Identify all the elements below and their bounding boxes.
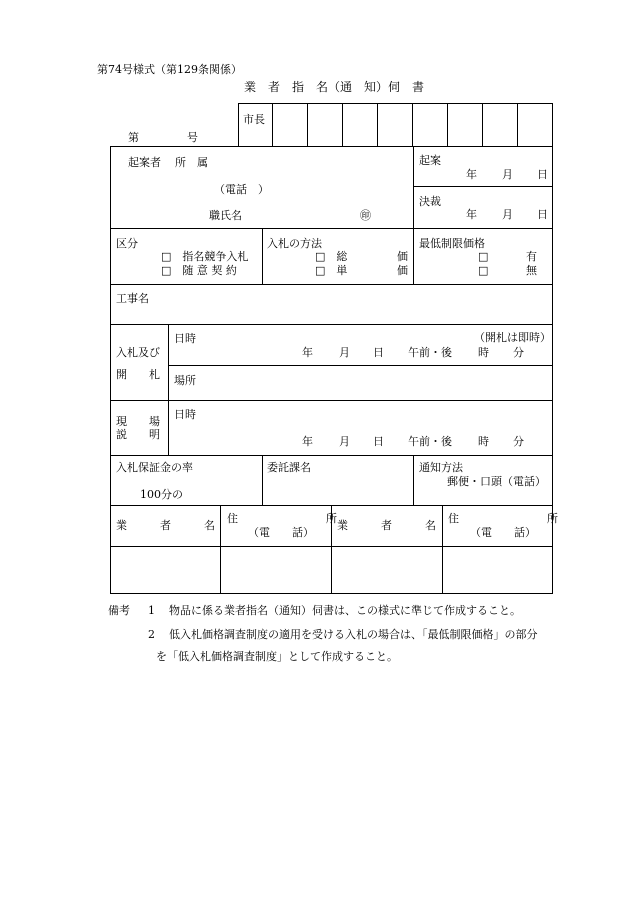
bidding-label-2: 開 札 [116,368,160,381]
notice-label: 通知方法 [419,461,463,474]
bidding-datetime-label: 日時 [174,332,196,345]
site-day: 日 [373,435,384,448]
drafter-name-label: 職氏名 [209,209,242,222]
vendor-addr-header-2: 住 所 [448,512,558,525]
min-price-yes-box[interactable]: □ [478,250,489,263]
vendor-name-header-2: 業 者 名 [337,519,436,532]
vendor-name-header-1: 業 者 名 [116,519,215,532]
bid-method-total-end: 価 [397,250,408,263]
site-datetime-label: 日時 [174,408,196,421]
site-label-2: 説 明 [116,428,160,441]
min-price-no-box[interactable]: □ [478,264,489,277]
min-price-no-label: 無 [526,264,537,277]
entrusted-label: 委託課名 [267,461,311,474]
min-price-label: 最低制限価格 [419,237,485,250]
page-title: 業 者 指 名（通 知）伺 書 [244,80,425,94]
vendor-phone-header-1: （電 話） [248,526,314,539]
draft-day: 日 [537,168,548,181]
site-year: 年 [302,435,313,448]
site-ampm: 午前・後 [408,435,452,448]
bidding-place-label: 場所 [174,374,196,387]
bidding-day: 日 [373,346,384,359]
bidding-label-1: 入札及び [116,346,160,359]
remark-2-number: 2 [148,628,155,641]
site-hour: 時 [478,435,489,448]
bidding-hour: 時 [478,346,489,359]
site-minute: 分 [513,435,524,448]
decision-month: 月 [502,208,513,221]
remark-1-text: 物品に係る業者指名（通知）伺書は、この様式に準じて作成すること。 [169,604,521,617]
bidding-note: （開札は即時） [474,331,551,344]
min-price-yes-label: 有 [526,250,537,263]
draft-month: 月 [502,168,513,181]
bid-method-unit-end: 価 [397,264,408,277]
deposit-value: 100分の [140,488,183,501]
bidding-year: 年 [302,346,313,359]
category-label: 区分 [116,237,138,250]
form-number: 第74号様式（第129条関係） [97,63,242,76]
notice-value: 郵便・口頭（電話） [447,475,546,488]
bid-method-label: 入札の方法 [267,237,322,250]
decision-label: 決裁 [419,195,441,208]
decision-day: 日 [537,208,548,221]
draft-year: 年 [466,168,477,181]
deposit-label: 入札保証金の率 [116,461,193,474]
mayor-label: 市長 [243,113,265,126]
bidding-ampm: 午前・後 [408,346,452,359]
bid-method-unit-box[interactable]: □ 単 [315,264,348,277]
drafter-label: 起案者 [128,156,161,169]
site-label-1: 現 場 [116,415,160,428]
remark-2-text-a: 低入札価格調査制度の適用を受ける入札の場合は、「最低制限価格」の部分 [169,628,538,641]
category-option-nominated[interactable]: □ 指名競争入札 [161,250,249,263]
bidding-minute: 分 [513,346,524,359]
category-option-voluntary[interactable]: □ 随 意 契 約 [161,264,237,277]
bidding-month: 月 [339,346,350,359]
drafter-dept-label: 所 属 [175,156,208,169]
number-go-label: 号 [187,131,198,144]
remark-1-number: 1 [148,604,155,617]
draft-label: 起案 [419,154,441,167]
seal-mark: ㊞ [360,209,371,222]
decision-year: 年 [466,208,477,221]
number-dai-label: 第 [128,131,139,144]
site-month: 月 [339,435,350,448]
remark-2-text-b: を「低入札価格調査制度」として作成すること。 [156,650,398,663]
remarks-label: 備考 [108,604,130,617]
vendor-addr-header-1: 住 所 [227,512,337,525]
work-name-label: 工事名 [116,292,149,305]
bid-method-total-box[interactable]: □ 総 [315,250,348,263]
vendor-phone-header-2: （電 話） [470,526,536,539]
drafter-phone-label: （電話 ） [214,183,269,196]
